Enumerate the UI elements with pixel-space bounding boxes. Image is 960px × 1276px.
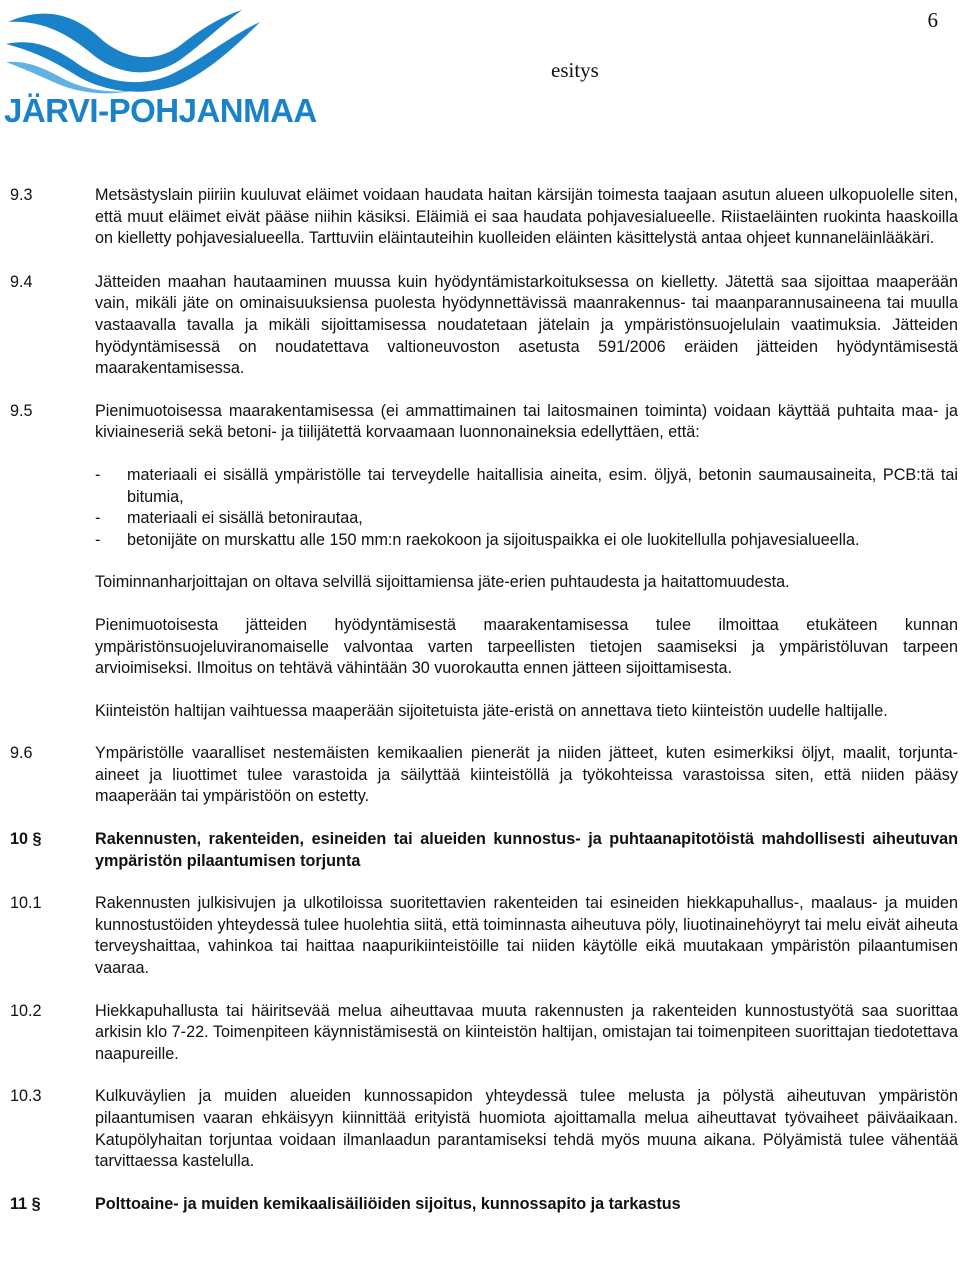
section-text: Jätteiden maahan hautaaminen muussa kuin hyödyntämistarkoituksessa on kielletty. Jätettä saa sijoittaa maaperään vain, mikäli jäte on ominaisuuksiensa puolesta hyödynnettävissä maanrakennus- tai maanparannusaineena tai muulla vastaavalla tavalla ja mikäli sijoittamisessa noudatetaan jätelain ja ympäristönsuojelulain vaatimuksia. Jätteiden hyödyntämisessä on noudatettava valtioneuvoston asetusta 591/2006 eräiden jätteiden hyödyntämisestä maarakentamisessa.	[95, 272, 958, 378]
section-number: 11 §	[10, 1194, 41, 1213]
document-body	[10, 185, 960, 1215]
section-10-3	[10, 1086, 960, 1172]
section-text: Kulkuväylien ja muiden alueiden kunnossapidon yhteydessä tulee melusta ja pölystä aiheutuvan ympäristön pilaantumisen vaaran ehkäisyyn kiinnittää erityistä huomiota ajoittamalla melua aiheuttavat työvaiheet päiväaikaan. Katupölyhaitan torjuntaa voidaan ilmanlaadun parantamiseksi tehdä myös muuna aikana. Pölyämistä tulee vähentää tarvittaessa kastelulla.	[95, 1087, 958, 1171]
section-number: 9.5	[10, 401, 33, 420]
wave-logo-graphic	[4, 4, 266, 96]
section-title: Rakennusten, rakenteiden, esineiden tai alueiden kunnostus- ja puhtaanapitotöistä mahdollisesti aiheutuvan ympäristön pilaantumisen torjunta	[95, 830, 958, 870]
logo-wordmark: JÄRVI-POHJANMAA	[4, 92, 317, 129]
section-10-heading	[10, 829, 960, 872]
section-11-heading	[10, 1194, 960, 1216]
document-status: esitys	[551, 58, 599, 82]
section-text: Metsästyslain piiriin kuuluvat eläimet voidaan haudata haitan kärsijän toimesta taajaan asutun alueen ulkopuolelle siten, että muut eläimet eivät pääse niihin käsiksi. Eläimiä ei saa haudata pohjavesialueelle. Riistaeläinten ruokinta haaskoilla on kielletty pohjavesialueella. Tarttuviin eläintauteihin kuolleiden eläinten käsittelystä antaa ohjeet kunnaneläinlääkäri.	[95, 186, 958, 248]
section-9-6	[10, 743, 960, 808]
section-intro: Pienimuotoisessa maarakentamisessa (ei ammattimainen tai laitosmainen toiminta) voidaan käyttää puhtaita maa- ja kiviaineseriä sekä betoni- ja tiilijätettä korvaamaan luonnonaineksia edellyttäen, että:	[95, 401, 958, 442]
section-9-4	[10, 272, 960, 380]
section-number: 9.6	[10, 744, 33, 763]
list-item: - betonijäte on murskattu alle 150 mm:n raekokoon ja sijoituspaikka ei ole luokitellulla pohjavesialueella.	[95, 530, 958, 552]
section-number: 9.3	[10, 186, 33, 204]
page-number: 6	[927, 8, 938, 32]
section-number: 10 §	[10, 830, 42, 849]
list-item: - materiaali ei sisällä ympäristölle tai terveydelle haitallisia aineita, esim. öljyä, betonin saumausaineita, PCB:tä tai bitumia,	[95, 465, 958, 508]
section-text: Ympäristölle vaaralliset nestemäisten kemikaalien pienerät ja niiden jätteet, kuten esimerkiksi öljyt, maalit, torjunta-aineet ja liuottimet tulee varastoida ja säilyttää kiinteistöllä ja työkohteissa varastoissa siten, että niiden pääsy maaperään tai ympäristöön on estetty.	[95, 744, 958, 806]
paragraph: Pienimuotoisesta jätteiden hyödyntämisestä maarakentamisessa tulee ilmoittaa etukäteen kunnan ympäristönsuojeluviranomaiselle valvontaa varten tarpeellisten tietojen saamiseksi ja ympäristöluvan tarpeen arvioimiseksi. Ilmoitus on tehtävä vähintään 30 vuorokautta ennen jätteen sijoittamisesta.	[95, 615, 958, 678]
section-title: Polttoaine- ja muiden kemikaalisäiliöiden sijoitus, kunnossapito ja tarkastus	[95, 1194, 681, 1213]
jarvi-pohjanmaa-logo	[4, 4, 317, 129]
section-number: 10.3	[10, 1087, 42, 1106]
section-9-5	[10, 401, 960, 723]
section-number: 10.2	[10, 1001, 42, 1020]
section-text: Rakennusten julkisivujen ja ulkotiloissa suoritettavien rakenteiden tai esineiden hiekkapuhallus-, maalaus- ja muiden kunnostustöiden yhteydessä tulee huolehtia siitä, että toiminnasta aiheutuva pöly, liuotinainehöyryt tai melu eivät aiheuta terveyshaittaa, vahinkoa tai haittaa naapurikiinteistöille tai niiden käytölle eikä muutakaan ympäristön pilaantumisen vaaraa.	[95, 894, 958, 978]
section-text: Hiekkapuhallusta tai häiritsevää melua aiheuttavaa muuta rakennusten ja rakenteiden kunnostustyötä saa suorittaa arkisin klo 7-22. Toimenpiteen käynnistämisestä on kiinteistön haltijan, omistajan tai toimenpiteen suorittajan tiedotettava naapureille.	[95, 1001, 958, 1063]
section-number: 9.4	[10, 272, 33, 291]
condition-list	[95, 465, 958, 551]
list-item: - materiaali ei sisällä betonirautaa,	[95, 508, 958, 530]
section-10-2	[10, 1001, 960, 1066]
section-number: 10.1	[10, 894, 42, 913]
paragraph: Kiinteistön haltijan vaihtuessa maaperään sijoitetuista jäte-eristä on annettava tieto kiinteistön uudelle haltijalle.	[95, 701, 888, 720]
section-9-3	[10, 185, 960, 250]
section-10-1	[10, 893, 960, 979]
paragraph: Toiminnanharjoittajan on oltava selvillä sijoittamiensa jäte-erien puhtaudesta ja haitattomuudesta.	[95, 573, 790, 592]
